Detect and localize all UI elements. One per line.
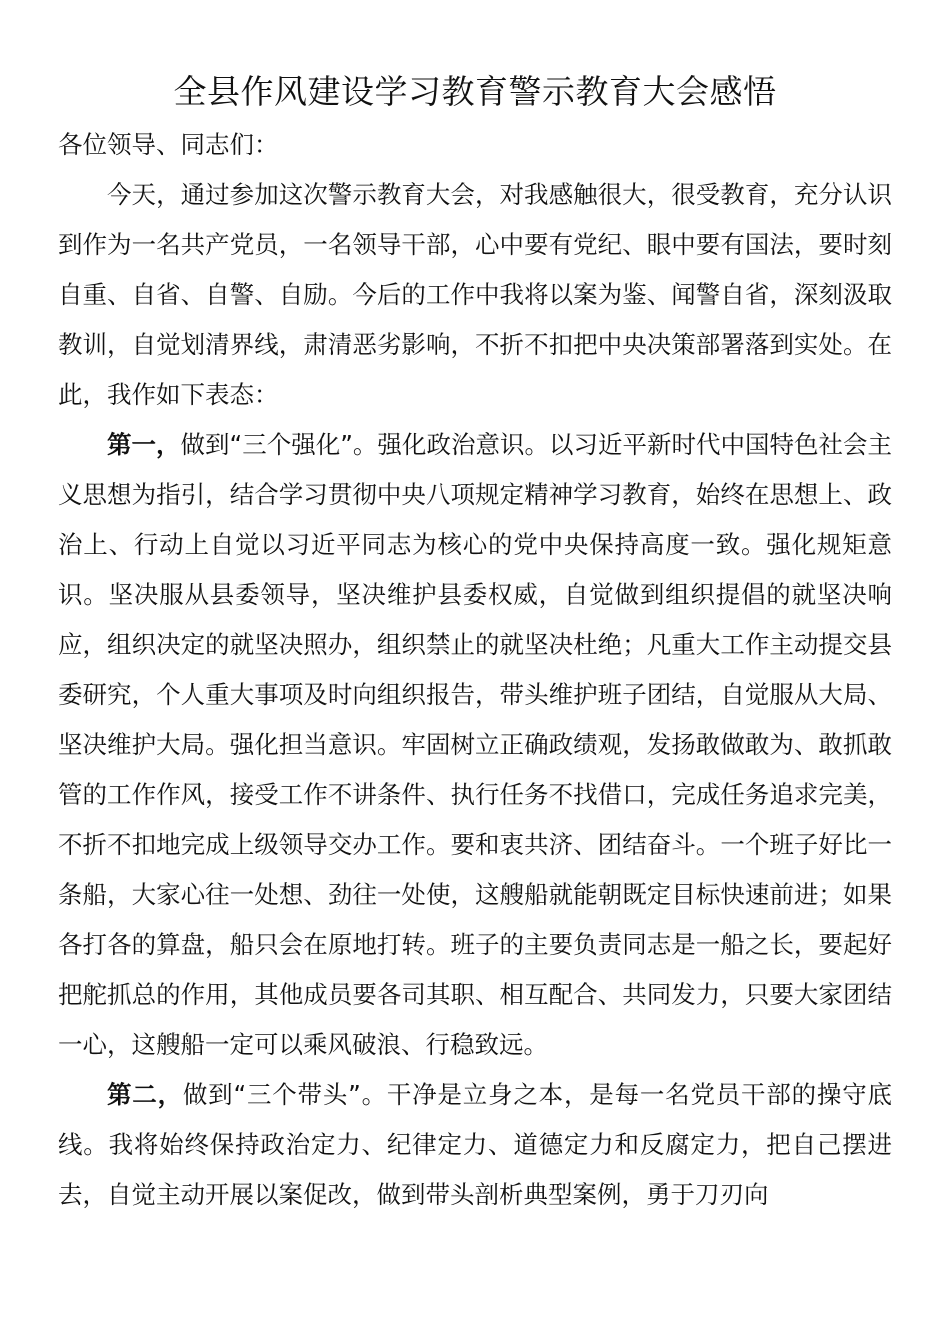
paragraph-lead: 第二， xyxy=(107,1080,183,1109)
paragraph-text: 今天，通过参加这次警示教育大会，对我感触很大，很受教育，充分认识到作为一名共产党员，一名领导干部，心中要有党纪、眼中要有国法，要时刻自重、自省、自警、自励。今后的工作中我将以案为鉴、闻警自省，深刻汲取教训，自觉划清界线，肃清恶劣影响，不折不扣把中央决策部署落到实处。在此，我作如下表态： xyxy=(58,180,892,409)
paragraph-text: 做到“三个强化”。强化政治意识。以习近平新时代中国特色社会主义思想为指引，结合学习贯彻中央八项规定精神学习教育，始终在思想上、政治上、行动上自觉以习近平同志为核心的党中央保持高度一致。强化规矩意识。坚决服从县委领导，坚决维护县委权威，自觉做到组织提倡的就坚决响应，组织决定的就坚决照办，组织禁止的就坚决杜绝；凡重大工作主动提交县委研究，个人重大事项及时向组织报告，带头维护班子团结，自觉服从大局、坚决维护大局。强化担当意识。牢固树立正确政绩观，发扬敢做敢为、敢抓敢管的工作作风，接受工作不讲条件、执行任务不找借口，完成任务追求完美，不折不扣地完成上级领导交办工作。要和衷共济、团结奋斗。一个班子好比一条船，大家心往一处想、劲往一处使，这艘船就能朝既定目标快速前进；如果各打各的算盘，船只会在原地打转。班子的主要负责同志是一船之长，要起好把舵抓总的作用，其他成员要各司其职、相互配合、共同发力，只要大家团结一心，这艘船一定可以乘风破浪、行稳致远。 xyxy=(58,430,892,1059)
paragraph-lead: 第一， xyxy=(107,430,181,459)
paragraph-text: 做到“三个带头”。干净是立身之本，是每一名党员干部的操守底线。我将始终保持政治定力、纪律定力、道德定力和反腐定力，把自己摆进去，自觉主动开展以案促改，做到带头剖析典型案例，勇于刀刃向 xyxy=(58,1080,893,1209)
document-title: 全县作风建设学习教育警示教育大会感悟 xyxy=(173,72,777,111)
paragraph-first xyxy=(58,420,892,1070)
paragraph-second xyxy=(58,1070,892,1220)
paragraph-intro xyxy=(58,170,892,420)
salutation: 各位领导、同志们： xyxy=(58,130,279,159)
